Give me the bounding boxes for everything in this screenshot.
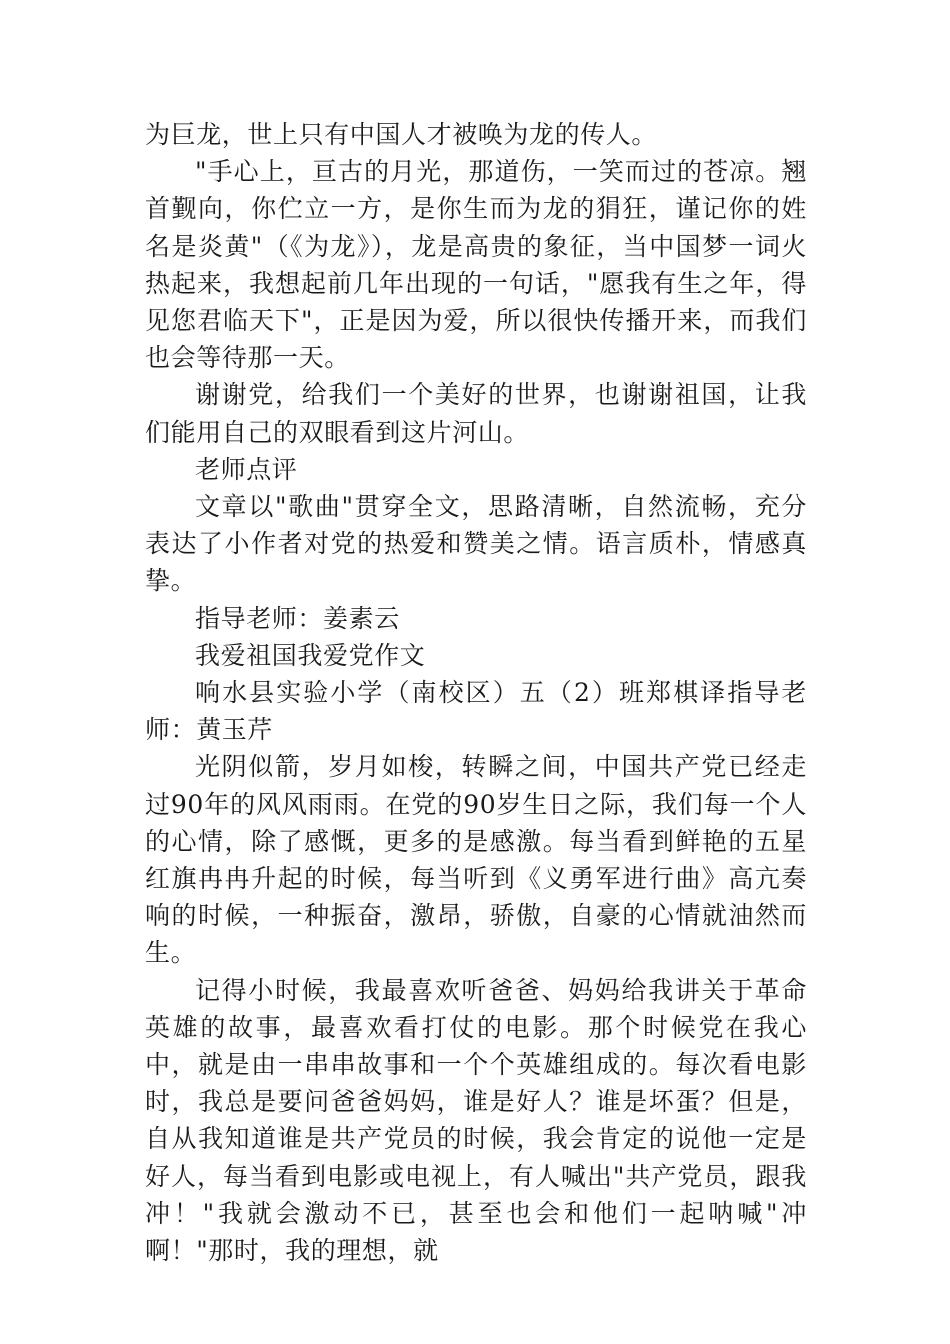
paragraph: 光阴似箭，岁月如梭，转瞬之间，中国共产党已经走过90年的风风雨雨。在党的90岁生日之际，我们每一个人的心情，除了感慨，更多的是感激。每当看到鲜艳的五星红旗冉冉升起的时候，每当听到《义勇军进行曲》高亢奏响的时候，一种振奋，激昂，骄傲，自豪的心情就油然而生。	[145, 752, 807, 968]
teacher-credit: 指导老师：姜素云	[195, 603, 400, 633]
paragraph: 谢谢党，给我们一个美好的世界，也谢谢祖国，让我们能用自己的双眼看到这片河山。	[145, 380, 807, 447]
paragraph: "手心上，亘古的月光，那道伤，一笑而过的苍凉。翘首觐向，你伫立一方，是你生而为龙的狷狂，谨记你的姓名是炎黄"（《为龙》），龙是高贵的象征，当中国梦一词火热起来，我想起前几年出现的一句话，"愿我有生之年，得见您君临天下"，正是因为爱，所以很快传播开来，而我们也会等待那一天。	[145, 157, 807, 373]
essay-title: 我爱祖国我爱党作文	[195, 640, 426, 670]
author-line: 响水县实验小学（南校区）五（2）班郑棋译指导老师：黄玉芹	[145, 678, 807, 745]
paragraph: 为巨龙，世上只有中国人才被唤为龙的传人。	[145, 120, 658, 149]
paragraph: 记得小时候，我最喜欢听爸爸、妈妈给我讲关于革命英雄的故事，最喜欢看打仗的电影。那个时候党在我心中，就是由一串串故事和一个个英雄组成的。每次看电影时，我总是要问爸爸妈妈，谁是好人？谁是坏蛋？但是，自从我知道谁是共产党员的时候，我会肯定的说他一定是好人，每当看到电影或电视上，有人喊出"共产党员，跟我冲！"我就会激动不已，甚至也会和他们一起呐喊"冲啊！"那时，我的理想，就	[145, 975, 807, 1266]
document-body	[145, 116, 807, 1269]
section-heading: 老师点评	[195, 454, 298, 484]
paragraph: 文章以"歌曲"贯穿全文，思路清晰，自然流畅，充分表达了小作者对党的热爱和赞美之情。语言质朴，情感真挚。	[145, 492, 807, 596]
